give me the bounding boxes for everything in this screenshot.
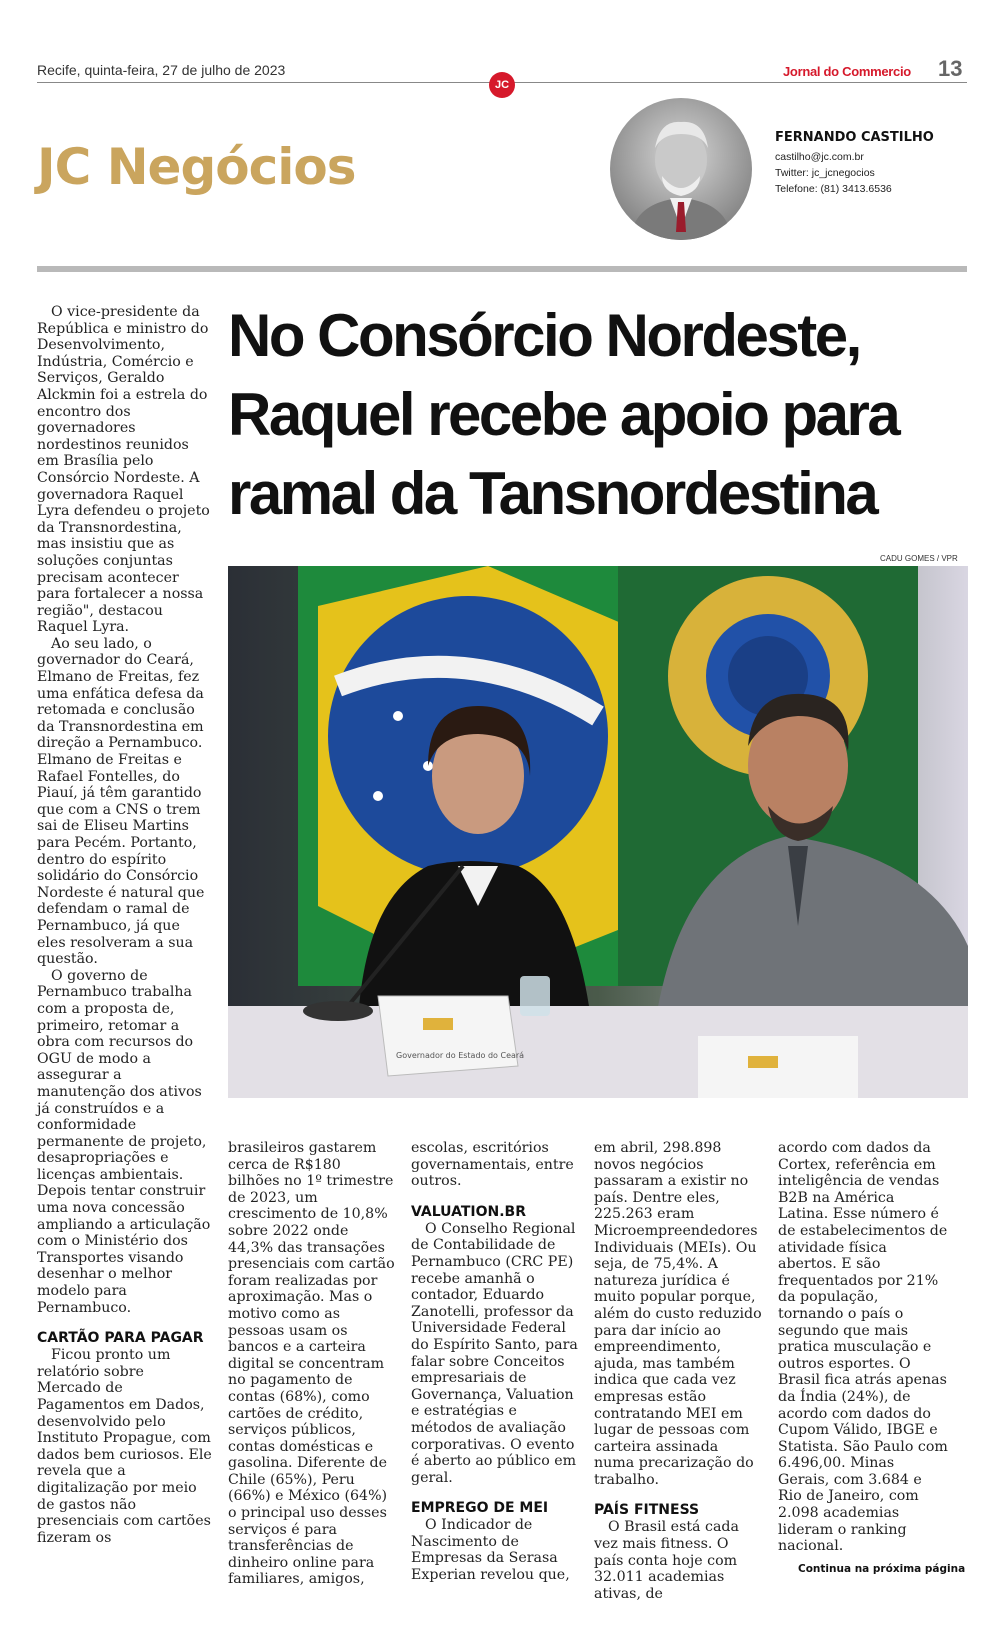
section-title: JC Negócios	[37, 138, 356, 196]
paragraph: acordo com dados da Cortex, referência em inteligência de vendas B2B na América Latina. Esse número é de estabelecimentos de atividade física abertos. E são frequentados por 21% da população, tornando o país o segundo que mais pratica musculação e outros esportes. O Brasil fica atrás apenas da Índia (24%), de acordo com dados do Cupom Válido, IBGE e Statista. São Paulo com 6.496,00. Minas Gerais, com 3.684 e Rio de Janeiro, com 2.098 academias lideram o ranking nacional.	[778, 1140, 948, 1555]
paragraph: O Brasil está cada vez mais fitness. O país conta hoje com 32.011 academias ativas, de	[594, 1519, 739, 1602]
paragraph: O governo de Pernambuco trabalha com a proposta de, primeiro, retomar a obra com recursos do OGU de modo a assegurar a manutenção dos ativos já construídos e a conformidade permanente de projeto, desapropriações e licenças ambientais. Depois tentar construir uma nova concessão ampliando a articulação com o Ministério dos Transportes visando desenhar o melhor modelo para Pernambuco.	[37, 967, 211, 1316]
article-column-1	[37, 304, 212, 1546]
paragraph: O Indicador de Nascimento de Empresas da Serasa Experian revelou que,	[411, 1517, 570, 1584]
page-number: 13	[938, 56, 963, 81]
paragraph: escolas, escritórios governamentais, entre outros.	[411, 1140, 574, 1190]
subheading-cartao: CARTÃO PARA PAGAR	[37, 1330, 204, 1347]
paragraph: Ao seu lado, o governador do Ceará, Elmano de Freitas, fez uma enfática defesa da retomada e conclusão da Transnordestina em direção a Pernambuco. Elmano de Freitas e Rafael Fontelles, do Piauí, já têm garantido que com a CNS o trem sai de Eliseu Martins para Pecém. Portanto, dentro do espírito solidário do Consórcio Nordeste é natural que defendam o ramal de Pernambuco, já que eles resolveram a sua questão.	[37, 635, 205, 968]
columnist-portrait	[610, 98, 752, 240]
paragraph: O Conselho Regional de Contabilidade de Pernambuco (CRC PE) recebe amanhã o contador, Eduardo Zanotelli, professor da Universidade Federal do Espírito Santo, para falar sobre Conceitos empresariais de Governança, Valuation e estratégias e métodos de avaliação corporativas. O evento é aberto ao público em geral.	[411, 1220, 578, 1486]
newspaper-name: Jornal do Commercio	[783, 64, 911, 79]
article-column-2	[228, 1140, 396, 1588]
article-photo	[228, 566, 968, 1098]
columnist-phone: Telefone: (81) 3413.6536	[775, 183, 892, 195]
photo-credit: CADU GOMES / VPR	[880, 554, 958, 563]
portrait-illustration-icon	[610, 98, 752, 240]
paragraph: brasileiros gastarem cerca de R$180 bilhões no 1º trimestre de 2023, um crescimento de 10,8% sobre 2022 onde 44,3% das transações presenciais com cartão foram realizadas por aproximação. Mas o motivo como as pessoas usam os bancos e a carteira digital se concentram no pagamento de contas (68%), como cartões de crédito, serviços públicos, contas domésticas e gasolina. Diferente de Chile (65%), Peru (66%) e México (64%) o principal uso desses serviços é para transferências de dinheiro online para familiares, amigos,	[228, 1140, 395, 1588]
article-column-4	[594, 1140, 762, 1602]
subheading-valuation: VALUATION.BR	[411, 1203, 526, 1220]
section-divider	[37, 266, 967, 272]
placard-text: Governador do Estado do Ceará	[396, 1051, 525, 1060]
subheading-emprego: EMPREGO DE MEI	[411, 1500, 549, 1517]
article-column-5	[778, 1140, 948, 1555]
paragraph: Ficou pronto um relatório sobre Mercado de Pagamentos em Dados, desenvolvido pelo Instituto Propague, com dados bem curiosos. Ele revela que a digitalização por meio de gastos não presenciais com cartões fizeram os	[37, 1347, 212, 1546]
subheading-fitness: PAÍS FITNESS	[594, 1502, 700, 1519]
continue-next-page: Continua na próxima página	[798, 1563, 966, 1575]
jc-logo-icon: JC	[489, 72, 515, 98]
article-column-3	[411, 1140, 579, 1584]
meeting-photo-illustration-icon	[228, 566, 968, 1098]
columnist-name: FERNANDO CASTILHO	[775, 130, 934, 145]
columnist-twitter[interactable]: Twitter: jc_jcnegocios	[775, 167, 875, 179]
article-headline: No Consórcio Nordeste, Raquel recebe apoio para ramal da Tansnordestina	[228, 302, 899, 527]
paragraph: em abril, 298.898 novos negócios passaram a existir no país. Dentre eles, 225.263 eram Microempreendedores Individuais (MEIs). Ou seja, de 75,4%. A natureza jurídica é muito popular porque, além do custo reduzido para dar início ao empreendimento, ajuda, mas também indica que cada vez empresas estão contratando MEI em lugar de pessoas com carteira assinada numa precarização do trabalho.	[594, 1140, 762, 1488]
columnist-email[interactable]: castilho@jc.com.br	[775, 151, 864, 163]
paragraph: O vice-presidente da República e ministro do Desenvolvimento, Indústria, Comércio e Serviços, Geraldo Alckmin foi a estrela do encontro dos governadores nordestinos reunidos em Brasília pelo Consórcio Nordeste. A governadora Raquel Lyra defendeu o projeto da Transnordestina, mas insistiu que as soluções conjuntas precisam acontecer para fortalecer a nossa região", destacou Raquel Lyra.	[37, 304, 210, 636]
dateline: Recife, quinta-feira, 27 de julho de 2023	[37, 62, 286, 78]
